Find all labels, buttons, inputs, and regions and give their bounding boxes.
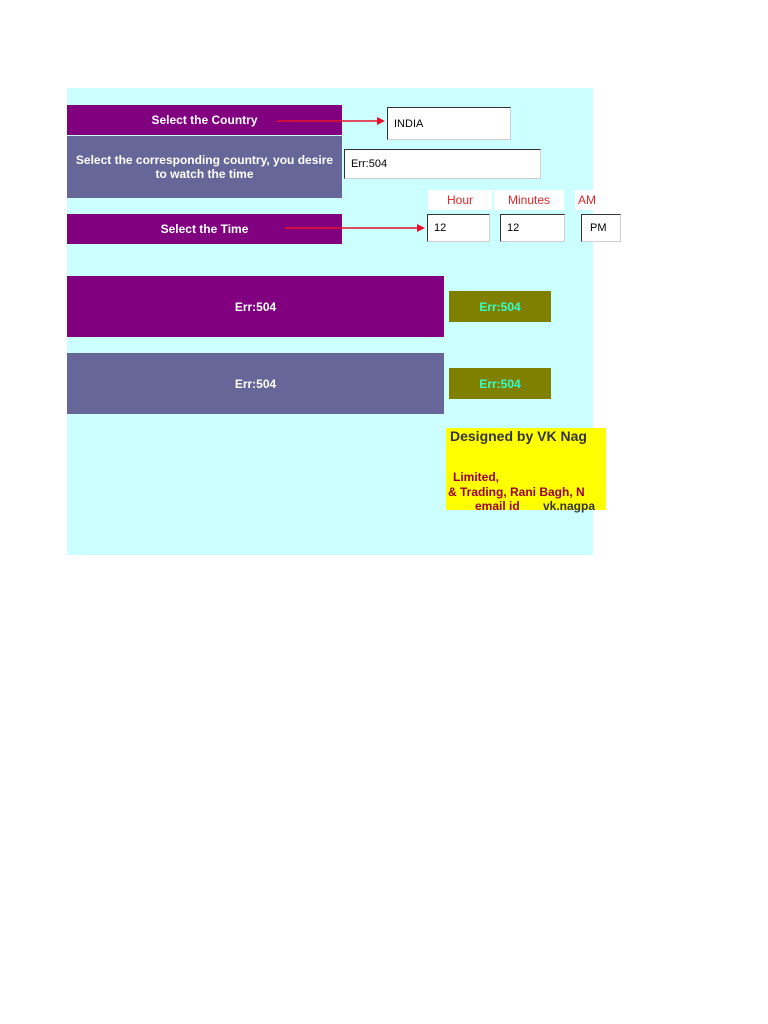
corresponding-country-text: Select the corresponding country, you desire to watch the time [75, 153, 334, 181]
ampm-select[interactable] [581, 214, 621, 242]
corresponding-country-label [67, 136, 342, 198]
country-select-value: INDIA [394, 117, 424, 130]
arrow-icon [277, 115, 387, 127]
result-label-1: Err:504 [234, 299, 277, 314]
result-value-box-2 [449, 368, 551, 399]
arrow-icon [285, 222, 427, 234]
credits-box [446, 428, 606, 513]
credit-line-1: Limited, [453, 470, 500, 484]
select-country-text: Select the Country [151, 113, 258, 127]
result-value-2: Err:504 [479, 376, 521, 391]
result-band-2 [67, 353, 444, 414]
email-value: vk.nagpa [543, 499, 596, 513]
result-band-1 [67, 276, 444, 337]
ampm-header: AM [575, 190, 615, 210]
hour-header: Hour [428, 190, 492, 210]
minutes-value: 12 [507, 222, 520, 234]
result-label-2: Err:504 [234, 376, 277, 391]
credit-line-2: & Trading, Rani Bagh, N [448, 485, 585, 499]
ampm-value: PM [590, 222, 607, 234]
result-value-box-1 [449, 291, 551, 322]
designed-by-text: Designed by VK Nag [450, 428, 587, 444]
corresponding-country-value: Err:504 [351, 158, 388, 170]
result-value-1: Err:504 [479, 299, 521, 314]
select-time-text: Select the Time [160, 222, 249, 236]
hour-value: 12 [434, 222, 447, 234]
minutes-input[interactable] [500, 214, 565, 242]
minutes-header: Minutes [494, 190, 564, 210]
corresponding-country-field[interactable] [344, 149, 541, 179]
hour-input[interactable] [427, 214, 490, 242]
spreadsheet-area [67, 88, 607, 555]
email-label: email id [475, 499, 520, 513]
country-select-field[interactable] [387, 107, 511, 140]
